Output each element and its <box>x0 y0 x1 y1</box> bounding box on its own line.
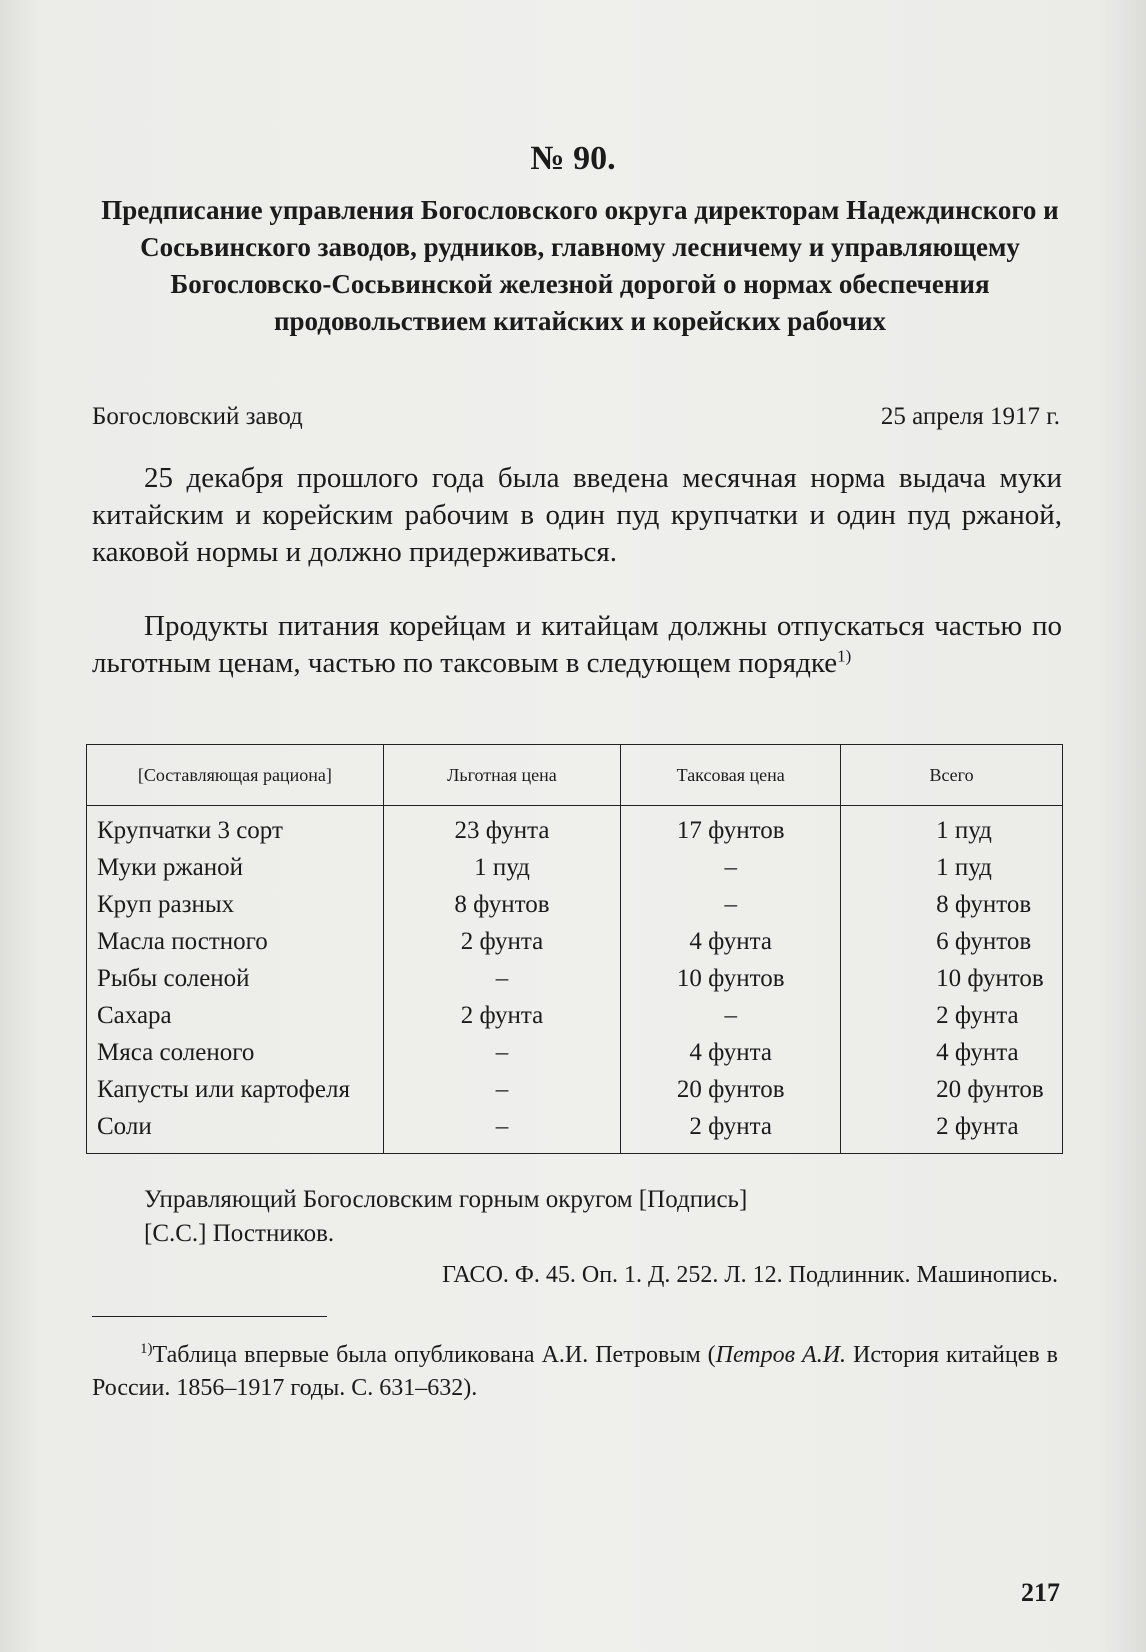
document-title: Предписание управления Богословского округа директорам Надеждинского и Сосьвинского заводов, рудников, главному лесничему и управляющему Богословско-Сосьвинской железной дорогой о нормах обеспечения продовольствием китайских и корейских рабочих <box>101 195 1059 336</box>
cell-lgot: 2 фунта <box>383 997 621 1034</box>
paragraph-2-text: Продукты питания корейцам и китайцам должны отпускаться частью по льготным ценам, частью по таксовым в следующем порядке <box>92 610 1062 679</box>
ration-table <box>86 744 1063 1154</box>
cell-lgot: 8 фунтов <box>383 886 621 923</box>
paragraph-2 <box>92 608 1062 682</box>
footnote-ref: 1) <box>837 646 852 666</box>
table-row <box>87 849 1063 886</box>
cell-total: 4 фунта <box>841 1034 1063 1071</box>
cell-taks: 4 фунта <box>621 923 841 960</box>
cell-lgot: – <box>383 960 621 997</box>
signature-line-1: Управляющий Богословским горным округом [Подпись] <box>144 1186 748 1213</box>
cell-total: 2 фунта <box>841 997 1063 1034</box>
cell-total: 1 пуд <box>841 849 1063 886</box>
footnote-divider <box>92 1316 327 1317</box>
cell-taks: – <box>621 886 841 923</box>
place: Богословский завод <box>92 403 303 430</box>
cell-taks: 2 фунта <box>621 1108 841 1154</box>
cell-lgot: – <box>383 1071 621 1108</box>
cell-taks: 10 фунтов <box>621 960 841 997</box>
cell-taks: 4 фунта <box>621 1034 841 1071</box>
table-row <box>87 886 1063 923</box>
cell-total: 1 пуд <box>841 806 1063 850</box>
cell-item: Капусты или картофеля <box>87 1071 384 1108</box>
header-lgot: Льготная цена <box>383 745 621 806</box>
cell-item: Соли <box>87 1108 384 1154</box>
cell-item: Муки ржаной <box>87 849 384 886</box>
cell-item: Масла постного <box>87 923 384 960</box>
cell-total: 10 фунтов <box>841 960 1063 997</box>
table-row <box>87 923 1063 960</box>
table-header-row <box>87 745 1063 806</box>
cell-item: Круп разных <box>87 886 384 923</box>
footnote-text-before: Таблица впервые была опубликована А.И. Петровым ( <box>152 1342 716 1368</box>
date: 25 апреля 1917 г. <box>880 403 1060 430</box>
table-row <box>87 960 1063 997</box>
cell-lgot: 23 фунта <box>383 806 621 850</box>
cell-taks: 17 фунтов <box>621 806 841 850</box>
cell-taks: 20 фунтов <box>621 1071 841 1108</box>
table-row <box>87 1071 1063 1108</box>
table-row <box>87 806 1063 850</box>
place-date-line <box>92 403 1060 431</box>
header-total: Всего <box>841 745 1063 806</box>
table-row <box>87 1108 1063 1154</box>
cell-item: Крупчатки 3 сорт <box>87 806 384 850</box>
table-row <box>87 997 1063 1034</box>
cell-total: 20 фунтов <box>841 1071 1063 1108</box>
footnote-author-italic: Петров А.И. <box>715 1342 847 1368</box>
document-number: № 90. <box>530 140 616 177</box>
footnote-text-after: История китайцев в России. 1856–1917 годы. С. 631–632). <box>92 1342 1058 1401</box>
cell-lgot: – <box>383 1034 621 1071</box>
footnote <box>92 1339 1058 1405</box>
cell-lgot: 2 фунта <box>383 923 621 960</box>
cell-item: Мяса соленого <box>87 1034 384 1071</box>
paragraph-1: 25 декабря прошлого года была введена месячная норма выдача муки китайским и корейским рабочим в один пуд крупчатки и один пуд ржаной, каковой нормы и должно придерживаться. <box>92 462 1062 568</box>
cell-taks: – <box>621 849 841 886</box>
table-row <box>87 1034 1063 1071</box>
cell-total: 8 фунтов <box>841 886 1063 923</box>
signature-line-2: [С.С.] Постников. <box>144 1220 335 1247</box>
cell-item: Сахара <box>87 997 384 1034</box>
footnote-marker: 1) <box>140 1341 153 1357</box>
cell-total: 2 фунта <box>841 1108 1063 1154</box>
cell-item: Рыбы соленой <box>87 960 384 997</box>
header-component: [Составляющая рациона] <box>87 745 384 806</box>
cell-taks: – <box>621 997 841 1034</box>
cell-lgot: – <box>383 1108 621 1154</box>
cell-total: 6 фунтов <box>841 923 1063 960</box>
header-taks: Таксовая цена <box>621 745 841 806</box>
cell-lgot: 1 пуд <box>383 849 621 886</box>
page-number: 217 <box>1021 1578 1060 1607</box>
signature-block <box>144 1183 747 1251</box>
archive-reference: ГАСО. Ф. 45. Оп. 1. Д. 252. Л. 12. Подлинник. Машинопись. <box>442 1262 1058 1288</box>
